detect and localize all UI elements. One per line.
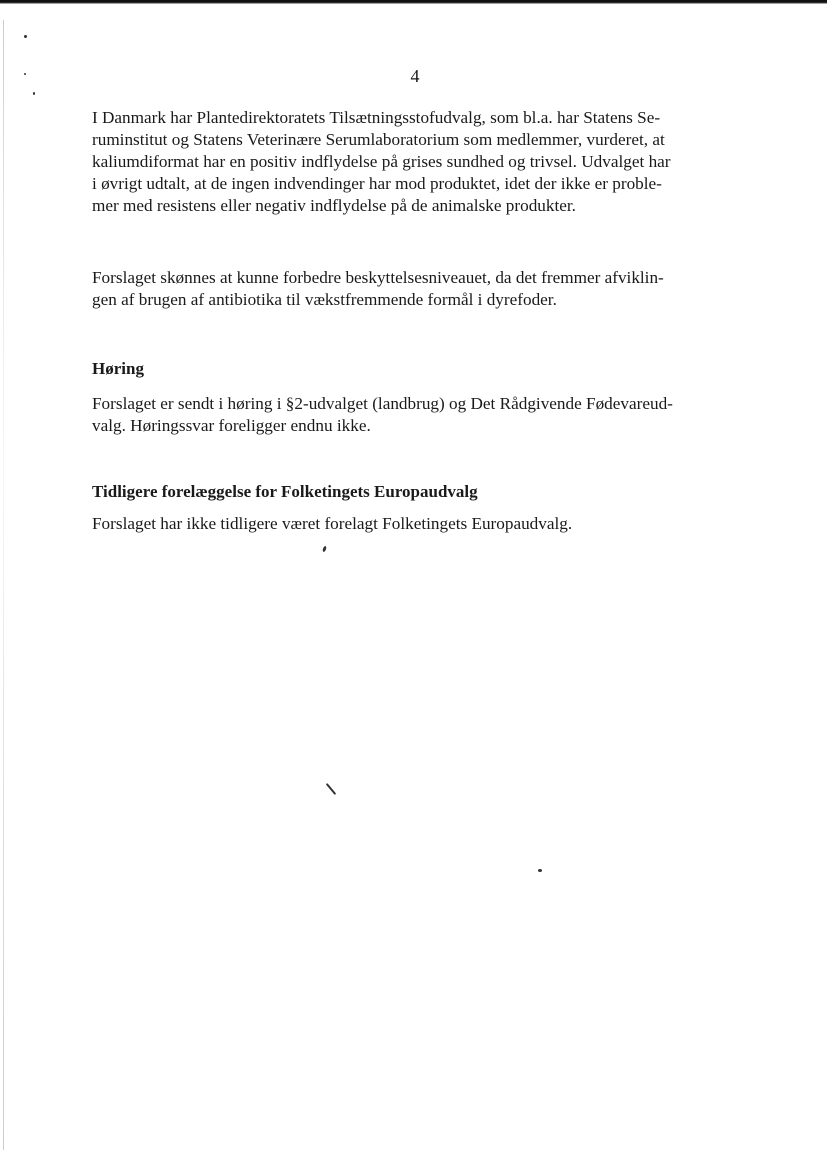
text-line: Forslaget har ikke tidligere været forelagt Folketingets Europaudvalg. — [92, 514, 573, 533]
text-line: valg. Høringssvar foreligger endnu ikke. — [92, 416, 371, 435]
previous-heading: Tidligere forelæggelse for Folketingets Europaudvalg — [92, 482, 478, 501]
text-line: Forslaget skønnes at kunne forbedre beskyttelsesniveauet, da det fremmer afviklin- — [92, 268, 664, 287]
intro-paragraph — [92, 107, 742, 217]
scan-speck — [326, 783, 337, 795]
scan-speck — [33, 92, 35, 95]
text-line: ruminstitut og Statens Veterinære Serumlaboratorium som medlemmer, vurderet, at — [92, 130, 665, 149]
hearing-paragraph — [92, 393, 742, 437]
text-line: Forslaget er sendt i høring i §2-udvalget (landbrug) og Det Rådgivende Fødevareud- — [92, 394, 673, 413]
scan-speck — [322, 546, 327, 553]
previous-paragraph — [92, 513, 742, 535]
text-line: mer med resistens eller negativ indflydelse på de animalske produkter. — [92, 196, 576, 215]
text-line: I Danmark har Plantedirektoratets Tilsætningsstofudvalg, som bl.a. har Statens Se- — [92, 108, 661, 127]
text-line: kaliumdiformat har en positiv indflydelse på grises sundhed og trivsel. Udvalget har — [92, 152, 671, 171]
scan-speck — [538, 869, 542, 872]
text-line: i øvrigt udtalt, at de ingen indvendinger har mod produktet, idet der ikke er proble- — [92, 174, 662, 193]
top-scan-border — [0, 0, 827, 4]
page-number: 4 — [410, 66, 420, 86]
scan-speck — [24, 35, 27, 38]
scan-speck — [24, 73, 26, 75]
left-scan-edge — [3, 20, 4, 1150]
text-line: gen af brugen af antibiotika til vækstfremmende formål i dyrefoder. — [92, 290, 557, 309]
assessment-paragraph — [92, 267, 742, 311]
hearing-heading: Høring — [92, 359, 144, 378]
